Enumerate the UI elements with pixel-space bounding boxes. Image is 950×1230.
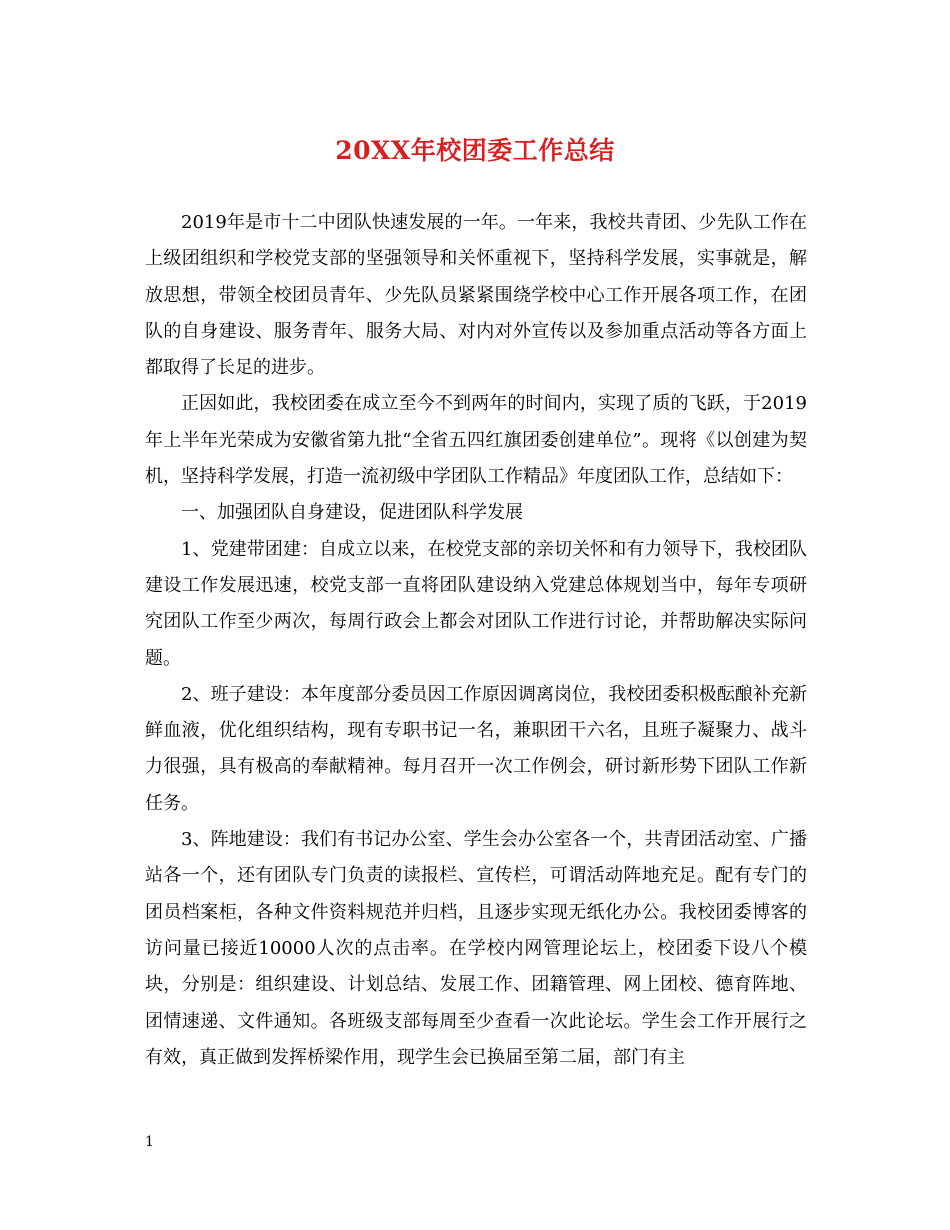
document-body <box>145 205 807 1076</box>
paragraph-party-building: 1、党建带团建：自成立以来，在校党支部的亲切关怀和有力领导下，我校团队建设工作发展迅速，校党支部一直将团队建设纳入党建总体规划当中，每年专项研究团队工作至少两次，每周行政会上都会对团队工作进行讨论，并帮助解决实际问题。 <box>145 538 807 669</box>
paragraph-intro: 2019年是市十二中团队快速发展的一年。一年来，我校共青团、少先队工作在上级团组织和学校党支部的坚强领导和关怀重视下，坚持科学发展，实事就是，解放思想，带领全校团员青年、少先队员紧紧围绕学校中心工作开展各项工作，在团队的自身建设、服务青年、服务大局、对内对外宣传以及参加重点活动等各方面上都取得了长足的进步。 <box>145 212 807 379</box>
paragraph-team-building: 2、班子建设：本年度部分委员因工作原因调离岗位，我校团委积极酝酿补充新鲜血液，优化组织结构，现有专职书记一名，兼职团干六名，且班子凝聚力、战斗力很强，具有极高的奉献精神。每月召开一次工作例会，研讨新形势下团队工作新任务。 <box>145 683 807 814</box>
paragraph-position-building: 3、阵地建设：我们有书记办公室、学生会办公室各一个，共青团活动室、广播站各一个，还有团队专门负责的读报栏、宣传栏，可谓活动阵地充足。配有专门的团员档案柜，各种文件资料规范并归档，且逐步实现无纸化办公。我校团委博客的访问量已接近10000人次的点击率。在学校内网管理论坛上，校团委下设八个模块，分别是：组织建设、计划总结、发展工作、团籍管理、网上团校、德育阵地、团情速递、文件通知。各班级支部每周至少查看一次此论坛。学生会工作开展行之有效，真正做到发挥桥梁作用，现学生会已换届至第二届，部门有主 <box>145 829 807 1068</box>
paragraph-achievement: 正因如此，我校团委在成立至今不到两年的时间内，实现了质的飞跃，于2019年上半年光荣成为安徽省第九批“全省五四红旗团委创建单位”。现将《以创建为契机，坚持科学发展，打造一流初级中学团队工作精品》年度团队工作，总结如下： <box>145 393 807 488</box>
page-number: 1 <box>145 1134 154 1150</box>
section-heading-1: 一、加强团队自身建设，促进团队科学发展 <box>181 502 523 524</box>
document-title: 20XX年校团委工作总结 <box>335 136 615 165</box>
